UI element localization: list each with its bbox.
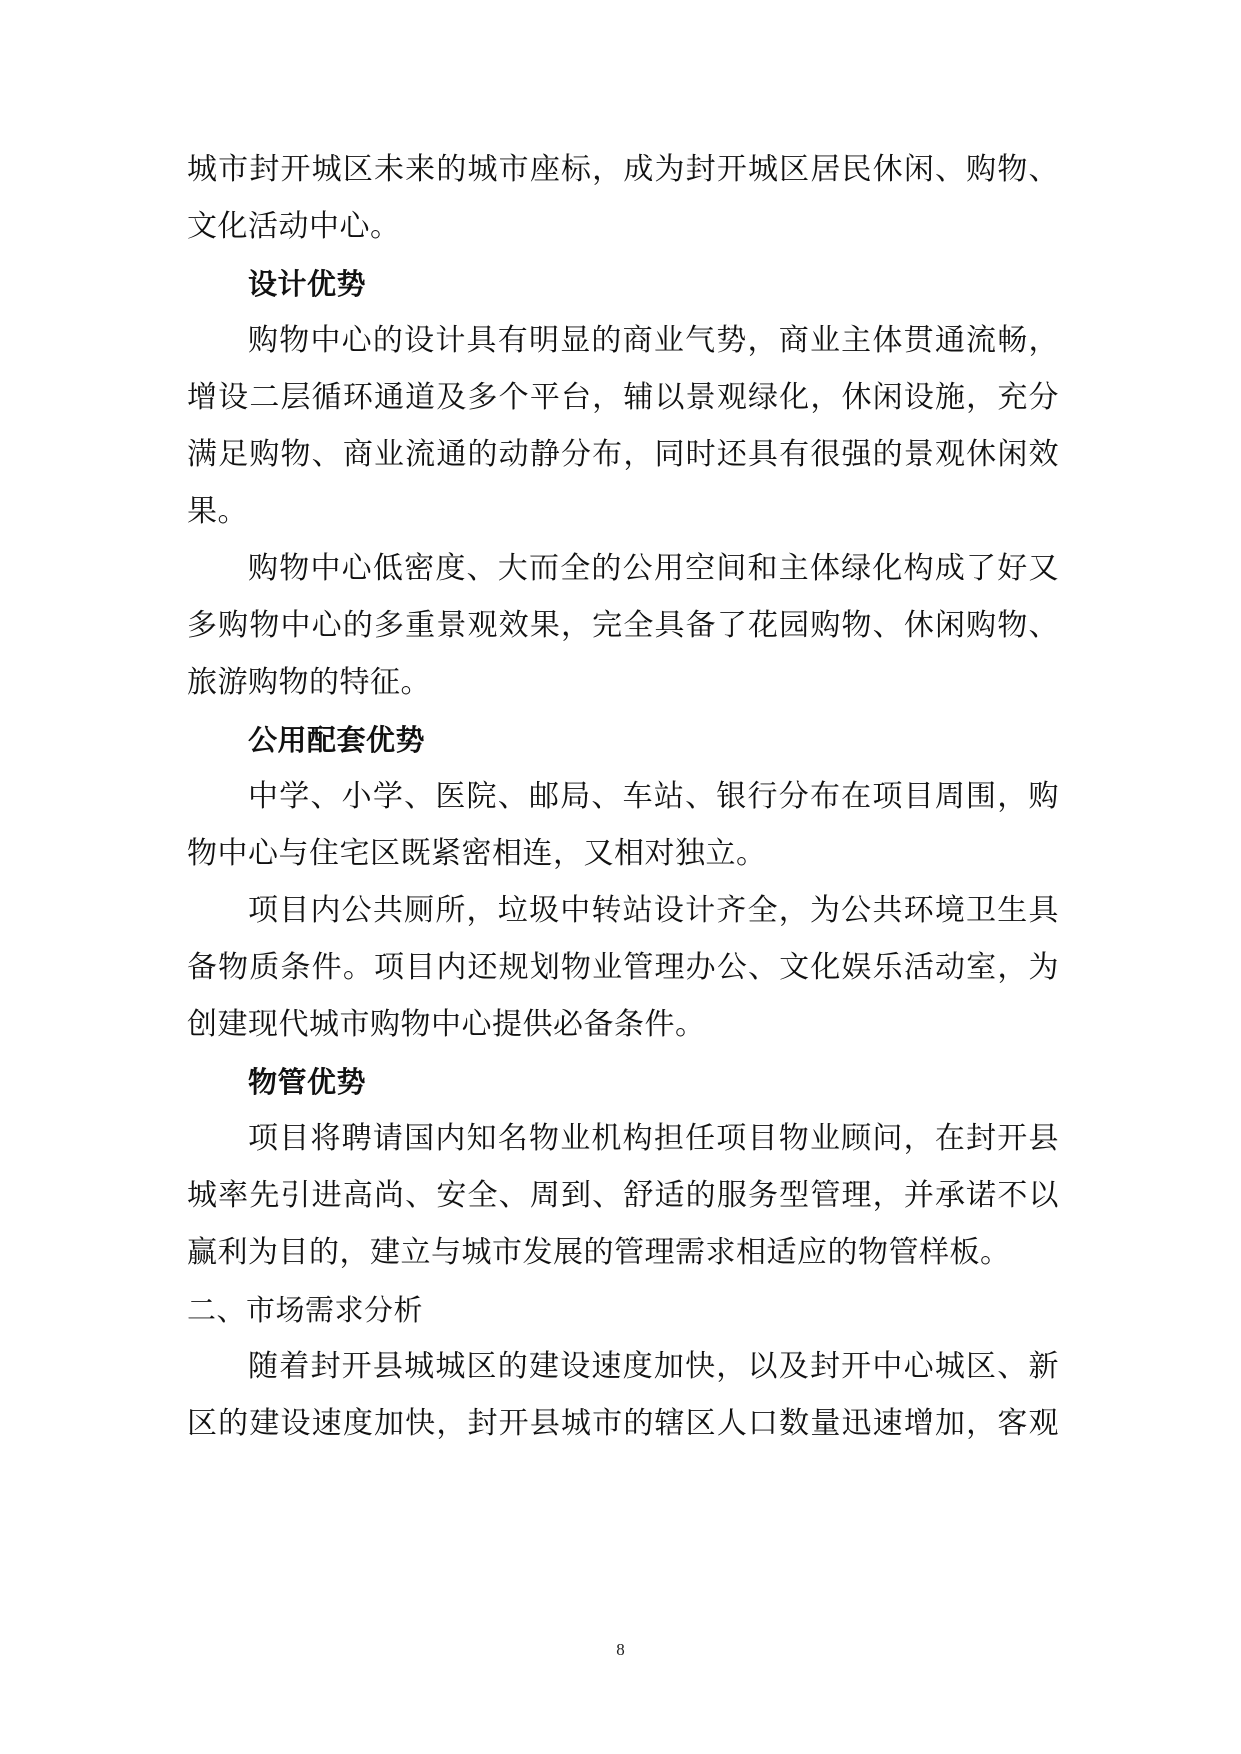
section-heading-design: 设计优势: [248, 267, 367, 301]
paragraph-line: 赢利为目的，建立与城市发展的管理需求相适应的物管样板。: [187, 1235, 1011, 1270]
paragraph-line: 项目将聘请国内知名物业机构担任项目物业顾问，在封开县: [248, 1121, 1059, 1156]
paragraph-line: 城率先引进高尚、安全、周到、舒适的服务型管理，并承诺不以: [187, 1178, 1059, 1213]
section-heading-property-management: 物管优势: [248, 1065, 367, 1099]
paragraph-line: 项目内公共厕所，垃圾中转站设计齐全，为公共环境卫生具: [248, 893, 1059, 928]
paragraph-line: 城市封开城区未来的城市座标，成为封开城区居民休闲、购物、: [187, 152, 1059, 187]
paragraph-line: 中学、小学、医院、邮局、车站、银行分布在项目周围，购: [248, 779, 1059, 814]
paragraph-line: 备物质条件。项目内还规划物业管理办公、文化娱乐活动室，为: [187, 950, 1059, 985]
section-heading-facilities: 公用配套优势: [248, 723, 426, 757]
paragraph-line: 购物中心的设计具有明显的商业气势，商业主体贯通流畅，: [248, 323, 1059, 358]
paragraph-line: 随着封开县城城区的建设速度加快，以及封开中心城区、新: [248, 1349, 1059, 1384]
chapter-heading-market-demand: 二、市场需求分析: [187, 1293, 424, 1327]
paragraph-line: 创建现代城市购物中心提供必备条件。: [187, 1007, 706, 1042]
paragraph-line: 满足购物、商业流通的动静分布，同时还具有很强的景观休闲效: [187, 437, 1059, 472]
paragraph-line: 文化活动中心。: [187, 209, 401, 244]
paragraph-line: 果。: [187, 494, 248, 529]
paragraph-line: 购物中心低密度、大而全的公用空间和主体绿化构成了好又: [248, 551, 1059, 586]
paragraph-line: 旅游购物的特征。: [187, 665, 431, 700]
paragraph-line: 增设二层循环通道及多个平台，辅以景观绿化，休闲设施，充分: [187, 380, 1059, 415]
paragraph-line: 物中心与住宅区既紧密相连，又相对独立。: [187, 836, 767, 871]
paragraph-line: 区的建设速度加快，封开县城市的辖区人口数量迅速增加，客观: [187, 1406, 1059, 1441]
paragraph-line: 多购物中心的多重景观效果，完全具备了花园购物、休闲购物、: [187, 608, 1059, 643]
page-number: 8: [616, 1640, 625, 1659]
